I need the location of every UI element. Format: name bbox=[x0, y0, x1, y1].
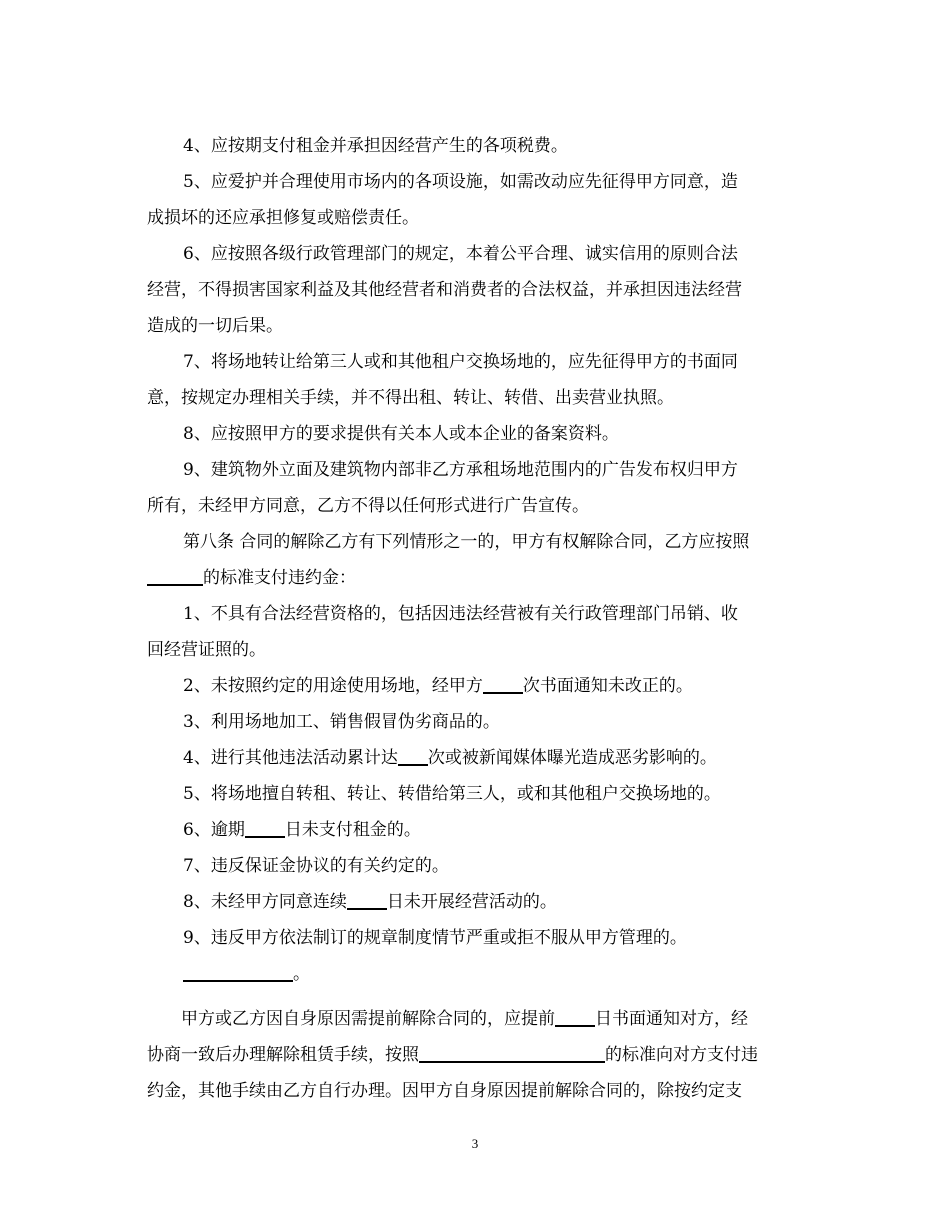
termination-item-3: 3、利用场地加工、销售假冒伪劣商品的。 bbox=[183, 712, 500, 732]
termination-item-5: 5、将场地擅自转租、转让、转借给第三人，或和其他租户交换场地的。 bbox=[183, 784, 721, 804]
compensation-standard-blank bbox=[419, 1041, 605, 1063]
advance-notice-days-blank bbox=[555, 1005, 595, 1027]
termination-item-1: 1、不具有合法经营资格的，包括因违法经营被有关行政管理部门吊销、收 回经营证照的。 bbox=[147, 604, 738, 660]
overdue-days-blank bbox=[245, 816, 285, 838]
inactive-days-blank bbox=[347, 888, 387, 910]
clause-6: 6、应按照各级行政管理部门的规定，本着公平合理、诚实信用的原则合法 经营，不得损害国家利益及其他经营者和消费者的合法权益，并承担因违法经营 造成的一切后果。 bbox=[147, 244, 742, 336]
termination-item-10: 。 bbox=[147, 956, 807, 992]
document-body bbox=[147, 128, 807, 1109]
termination-item-7: 7、违反保证金协议的有关约定的。 bbox=[183, 856, 449, 876]
clause-9: 9、建筑物外立面及建筑物内部非乙方承租场地范围内的广告发布权归甲方 所有，未经甲方同意，乙方不得以任何形式进行广告宣传。 bbox=[147, 460, 738, 516]
other-condition-blank bbox=[183, 960, 293, 982]
termination-item-9: 9、违反甲方依法制订的规章制度情节严重或拒不服从甲方管理的。 bbox=[183, 928, 687, 948]
termination-item-6: 6、逾期 日未支付租金的。 bbox=[147, 812, 807, 848]
clause-5: 5、应爱护并合理使用市场内的各项设施，如需改动应先征得甲方同意，造 成损坏的还应承担修复或赔偿责任。 bbox=[147, 172, 738, 228]
termination-item-2: 2、未按照约定的用途使用场地，经甲方 次书面通知未改正的。 bbox=[147, 668, 807, 704]
termination-item-4: 4、进行其他违法活动累计达 次或被新闻媒体曝光造成恶劣影响的。 bbox=[147, 740, 807, 776]
violation-count-blank bbox=[398, 744, 428, 766]
paragraph-gap bbox=[147, 992, 807, 1001]
clause-7: 7、将场地转让给第三人或和其他租户交换场地的，应先征得甲方的书面同 意，按规定办理相关手续，并不得出租、转让、转借、出卖营业执照。 bbox=[147, 352, 738, 408]
clause-4: 4、应按期支付租金并承担因经营产生的各项税费。 bbox=[183, 136, 568, 156]
page-number: 3 bbox=[471, 1136, 479, 1151]
early-termination-paragraph: 甲方或乙方因自身原因需提前解除合同的，应提前 日书面通知对方，经 协商一致后办理解除租赁手续，按照 的标准向对方支付违 约金，其他手续由乙方自行办理。因甲方自身原因提前解除合同的，除按约定支 bbox=[147, 1001, 807, 1109]
termination-item-8: 8、未经甲方同意连续 日未开展经营活动的。 bbox=[147, 884, 807, 920]
article-8-heading: 第八条 合同的解除乙方有下列情形之一的，甲方有权解除合同，乙方应按照 的标准支付违约金： bbox=[147, 524, 807, 596]
penalty-standard-blank bbox=[147, 564, 203, 586]
notice-count-blank bbox=[483, 672, 523, 694]
clause-8: 8、应按照甲方的要求提供有关本人或本企业的备案资料。 bbox=[183, 424, 619, 444]
